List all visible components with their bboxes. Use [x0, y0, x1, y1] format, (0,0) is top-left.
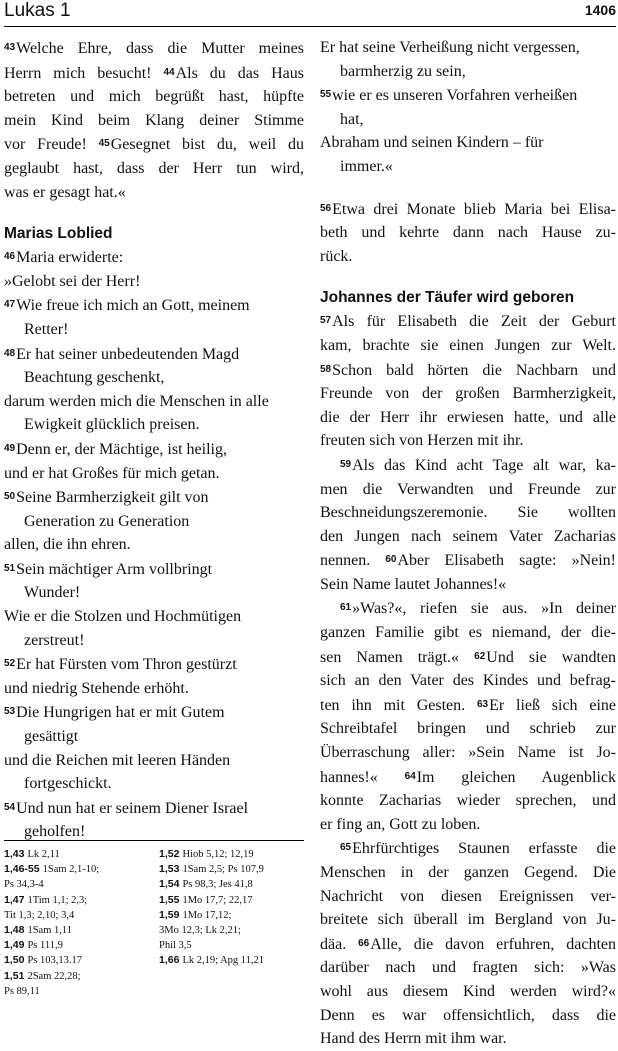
verse-text: Freunde von der großen Barmherzigkeit,: [320, 385, 616, 403]
text-line: [320, 932, 616, 957]
cross-reference: [4, 908, 159, 923]
verse-text: Als für Elisabeth die Zeit der Geburt: [332, 313, 616, 331]
verse-text: Überraschung aller: »Sein Name ist Jo-: [320, 744, 616, 762]
cross-reference: [4, 938, 159, 953]
text-line: [320, 836, 616, 861]
text-line: [4, 725, 304, 749]
reference-verse: 1,46-55: [4, 863, 40, 876]
text-line: [320, 501, 616, 525]
verse-text: Hand des Herrn mit ihm war.: [320, 1030, 507, 1048]
verse-text: Maria erwiderte:: [16, 249, 124, 267]
text-line: [4, 181, 304, 205]
cross-reference: [4, 969, 159, 984]
text-line: [320, 429, 616, 453]
text-line: [320, 1027, 616, 1051]
cross-reference: [4, 953, 159, 968]
reference-text: 3Mo 12,3; Lk 2,21;: [159, 925, 241, 937]
cross-reference: [159, 893, 304, 908]
text-line: [320, 245, 616, 269]
verse-text: Die Hungrigen hat er mit Gutem: [16, 704, 225, 722]
verse-text: ganzen Familie gibt es niemand, der die-: [320, 624, 616, 642]
cross-reference: [159, 938, 304, 953]
reference-verse: 1,59: [159, 908, 180, 921]
text-line: [320, 382, 616, 406]
text-line: [320, 596, 616, 621]
reference-verse: 1,51: [4, 969, 25, 982]
text-line: [320, 813, 616, 837]
verse-text: Herrn mich besucht!: [4, 64, 164, 82]
verse-text: men die Verwandten und Freunde zur: [320, 480, 616, 498]
verse-number: 55: [320, 89, 332, 101]
text-line: [4, 413, 304, 437]
reference-verse: 1,49: [4, 939, 25, 952]
verse-number: 60: [385, 554, 397, 566]
verse-text: barmherzig zu sein,: [340, 62, 466, 80]
verse-text: Alle, die davon erfuhren, dachten: [370, 935, 616, 953]
verse-text: Sein mächtiger Arm vollbringt: [16, 560, 213, 578]
text-line: [4, 270, 304, 294]
reference-text: 1Sam 2,1-10;: [42, 864, 100, 876]
verse-number: 46: [4, 251, 16, 263]
verse-text: fortgeschickt.: [24, 775, 112, 793]
reference-verse: 1,53: [159, 863, 180, 876]
text-line: [4, 293, 304, 318]
text-line: [320, 789, 616, 813]
text-line: [4, 36, 304, 61]
reference-verse: 1,54: [159, 878, 180, 891]
page-header: [4, 0, 616, 26]
verse-text: Gesegnet bist du, weil du: [110, 136, 304, 154]
verse-text: Wie freue ich mich an Gott, meinem: [16, 297, 250, 315]
verse-text: wie er es unseren Vorfahren verheißen: [332, 87, 578, 105]
text-line: [320, 525, 616, 549]
header-rule: [4, 26, 616, 27]
verse-text: kam, brachte sie einen Jungen zur Welt.: [320, 336, 616, 354]
verse-text: »Gelobt sei der Herr!: [4, 272, 141, 290]
verse-number: 52: [4, 658, 16, 670]
verse-text: und niedrig Stehende erhöht.: [4, 679, 189, 697]
text-line: [320, 861, 616, 885]
reference-text: Ps 103,13.17: [27, 955, 82, 967]
page-number: 1406: [584, 2, 616, 18]
text-line: [4, 581, 304, 605]
verse-text: Etwa drei Monate blieb Maria bei Elisa-: [332, 200, 616, 218]
cross-reference: [159, 877, 304, 892]
verse-text: freuten sich von Herzen mit ihr.: [320, 432, 524, 450]
verse-text: mein Kind beim Klang deiner Stimme: [4, 111, 304, 129]
verse-text: Menschen in der ganzen Gegend. Die: [320, 864, 616, 881]
text-line: [320, 221, 616, 245]
reference-verse: 1,55: [159, 893, 180, 906]
verse-number: 56: [320, 202, 332, 214]
verse-number: 49: [4, 442, 16, 454]
text-line: [320, 693, 616, 718]
verse-text: Nachricht von diesen Ereignissen ver-: [320, 887, 616, 905]
text-line: [4, 510, 304, 534]
text-line: [4, 61, 304, 86]
spacer: [4, 204, 304, 222]
verse-number: 66: [358, 937, 370, 949]
reference-verse: 1,43: [4, 848, 25, 860]
verse-text: geglaubt hast, dass der Herr tun wird,: [4, 159, 304, 177]
text-line: [4, 700, 304, 725]
cross-reference: [159, 908, 304, 923]
text-line: [320, 573, 616, 597]
verse-text: Sein Name lautet Johannes!«: [320, 575, 507, 593]
spacer: [320, 179, 616, 197]
verse-text: Er hat Fürsten vom Thron gestürzt: [16, 656, 237, 674]
verse-text: konnte Zacharias wieder sprechen, und: [320, 792, 616, 810]
verse-text: breitete sich überall im Bergland von Ju-: [320, 911, 616, 929]
text-line: [4, 245, 304, 270]
text-line: [4, 652, 304, 677]
verse-text: nennen.: [320, 552, 386, 570]
reference-verse: 1,52: [159, 848, 180, 860]
text-line: [4, 342, 304, 367]
reference-text: 1Mo 17,7; 22,17: [182, 894, 253, 906]
verse-text: betreten und mich begrüßt hast, hüpfte: [4, 88, 304, 106]
verse-text: Beschneidungszeremonie. Sie wollten: [320, 504, 616, 522]
verse-text: Ewigkeit glücklich preisen.: [24, 416, 200, 434]
verse-number: 48: [4, 347, 16, 359]
verse-text: wohl aus diesem Kind werden wird?«: [320, 982, 616, 1000]
verse-number: 53: [4, 706, 16, 718]
verse-text: ten ihn mit Gesten.: [320, 696, 477, 714]
text-line: [320, 956, 616, 980]
verse-text: beth und kehrte dann nach Hause zu-: [320, 224, 616, 242]
verse-text: er fing an, Gott zu loben.: [320, 815, 481, 833]
cross-reference: [4, 862, 159, 877]
verse-text: Beachtung geschenkt,: [24, 369, 165, 387]
verse-number: 62: [474, 650, 486, 662]
reference-text: Ps 111,9: [27, 940, 63, 952]
reference-verse: 1,47: [4, 893, 25, 906]
spacer: [320, 268, 616, 286]
reference-text: Hiob 5,12; 12,19: [182, 849, 254, 860]
verse-text: »Was?«, riefen sie aus. »In deiner: [352, 600, 616, 618]
text-line: [320, 453, 616, 478]
verse-text: darüber nach und fragten sich: »Was: [320, 959, 616, 977]
cross-reference: [4, 847, 159, 862]
reference-verse: 1,66: [159, 954, 180, 967]
text-line: [4, 85, 304, 109]
cross-reference: [159, 923, 304, 938]
text-line: [4, 605, 304, 629]
verse-text: Wunder!: [24, 584, 81, 602]
text-line: [4, 749, 304, 773]
text-line: [4, 629, 304, 653]
verse-text: Retter!: [24, 320, 69, 338]
text-line: [320, 155, 616, 179]
verse-number: 64: [404, 770, 416, 782]
reference-text: 1Sam 1,11: [27, 925, 72, 937]
verse-text: Als das Kind acht Tage alt war, ka-: [352, 456, 616, 474]
text-line: [4, 366, 304, 390]
verse-text: Er hat seiner unbedeutenden Magd: [16, 345, 240, 363]
text-line: [320, 108, 616, 132]
text-line: [320, 131, 616, 155]
cross-references-right: [159, 847, 304, 999]
verse-number: 58: [320, 363, 332, 375]
verse-text: zerstreut!: [24, 631, 85, 649]
right-column: [320, 36, 616, 1051]
text-line: [320, 309, 616, 334]
text-line: [320, 36, 616, 60]
cross-reference: [4, 877, 159, 892]
reference-text: 1Mo 17,12;: [182, 909, 232, 921]
verse-text: Wie er die Stolzen und Hochmütigen: [4, 608, 242, 626]
reference-text: Ps 98,3; Jes 41,8: [182, 879, 253, 891]
text-line: [320, 645, 616, 670]
reference-verse: 1,50: [4, 954, 25, 967]
verse-text: die der Herr ihr erwiesen hatte, und alle: [320, 408, 616, 426]
text-line: [4, 462, 304, 486]
verse-text: Und nun hat er seinem Diener Israel: [16, 799, 249, 817]
text-line: [4, 437, 304, 462]
verse-text: Er hat seine Verheißung nicht vergessen,: [320, 39, 580, 56]
verse-text: Abraham und seinen Kindern – für: [320, 134, 544, 152]
cross-reference: [159, 847, 304, 862]
verse-text: und er hat Großes für mich getan.: [4, 464, 220, 482]
verse-text: und die Reichen mit leeren Händen: [4, 751, 231, 769]
cross-references: [4, 840, 304, 999]
text-line: [320, 60, 616, 84]
text-line: [320, 334, 616, 358]
text-line: [4, 485, 304, 510]
reference-verse: 1,48: [4, 924, 25, 937]
text-line: [320, 621, 616, 645]
text-line: [4, 132, 304, 157]
text-line: [320, 358, 616, 383]
verse-text: sen Namen trägt.«: [320, 648, 475, 666]
text-line: [320, 908, 616, 932]
reference-text: Lk 2,11: [27, 849, 60, 860]
verse-text: Denn es war offensichtlich, dass die: [320, 1006, 616, 1024]
verse-text: Aber Elisabeth sagte: »Nein!: [397, 552, 617, 570]
verse-text: geholfen!: [24, 823, 86, 841]
cross-reference: [159, 953, 304, 968]
verse-text: allen, die ihn ehren.: [4, 536, 131, 554]
verse-text: immer.«: [340, 157, 393, 175]
text-line: [4, 109, 304, 133]
text-line: [320, 478, 616, 502]
verse-number: 45: [98, 138, 110, 150]
cross-reference: [4, 893, 159, 908]
verse-text: Seine Barmherzigkeit gilt von: [16, 489, 209, 507]
section-heading: Marias Loblied: [4, 225, 113, 243]
reference-text: Lk 2,19; Apg 11,21: [182, 955, 265, 967]
text-line: [4, 318, 304, 342]
verse-text: rück.: [320, 247, 353, 265]
verse-text: hannes!«: [320, 768, 405, 786]
verse-text: Er ließ sich eine: [489, 696, 617, 714]
reference-text: Ps 34,3-4: [4, 879, 44, 891]
text-line: [320, 83, 616, 108]
reference-text: Phil 3,5: [159, 940, 192, 952]
text-line: [320, 548, 616, 573]
verse-text: Welche Ehre, dass die Mutter meines: [16, 40, 304, 57]
text-line: [4, 533, 304, 557]
text-line: [320, 980, 616, 1004]
text-line: [320, 669, 616, 693]
verse-text: däa.: [320, 935, 359, 953]
text-line: [4, 772, 304, 796]
verse-text: Als du das Haus: [175, 64, 304, 82]
text-line: [4, 796, 304, 821]
verse-text: Denn er, der Mächtige, ist heilig,: [16, 440, 227, 458]
text-line: [320, 765, 616, 790]
verse-number: 51: [4, 562, 16, 574]
cross-reference: [4, 923, 159, 938]
verse-text: den Jungen nach seinem Vater Zacharias: [320, 527, 616, 545]
verse-text: was er gesagt hat.«: [4, 183, 126, 201]
text-line: [320, 885, 616, 909]
verse-text: vor Freude!: [4, 136, 99, 154]
verse-number: 59: [340, 458, 352, 470]
section-heading: Johannes der Täufer wird geboren: [320, 289, 575, 307]
text-line: [4, 157, 304, 181]
verse-text: Schreibtafel bringen und schrieb zur: [320, 720, 616, 738]
reference-text: 1Sam 2,5; Ps 107,9: [182, 864, 264, 876]
verse-number: 61: [340, 602, 352, 614]
verse-number: 65: [340, 842, 352, 854]
reference-text: Ps 89,11: [4, 985, 40, 997]
reference-text: Tit 1,3; 2,10; 3,4: [4, 909, 75, 921]
reference-text: 1Tim 1,1; 2,3;: [27, 894, 88, 906]
verse-text: hat,: [340, 110, 364, 128]
verse-number: 44: [163, 66, 175, 78]
verse-text: Schon bald hörten die Nachbarn und: [332, 361, 616, 379]
left-column: [4, 36, 304, 844]
verse-text: Generation zu Generation: [24, 512, 190, 530]
verse-number: 43: [4, 42, 16, 53]
verse-number: 63: [476, 698, 489, 710]
verse-text: darum werden mich die Menschen in alle: [4, 392, 269, 410]
verse-number: 47: [4, 299, 16, 311]
verse-text: Im gleichen Augenblick: [416, 768, 617, 786]
verse-number: 57: [320, 315, 332, 327]
verse-text: sich an den Vater des Kindes und befrag-: [320, 672, 616, 690]
text-line: [4, 677, 304, 701]
text-line: [4, 557, 304, 582]
verse-text: Und sie wandten: [486, 648, 617, 666]
cross-references-left: [4, 847, 159, 999]
verse-number: 50: [4, 491, 16, 503]
cross-reference: [4, 984, 159, 999]
verse-text: gesättigt: [24, 728, 79, 746]
text-line: [320, 406, 616, 430]
text-line: [320, 717, 616, 741]
text-line: [320, 197, 616, 222]
text-line: [320, 741, 616, 765]
verse-text: Ehrfürchtiges Staunen erfasste die: [352, 840, 616, 858]
verse-number: 54: [4, 801, 16, 813]
cross-reference: [159, 862, 304, 877]
reference-text: 2Sam 22,28;: [27, 970, 81, 982]
book-chapter-title: Lukas 1: [4, 0, 71, 21]
text-line: [4, 390, 304, 414]
